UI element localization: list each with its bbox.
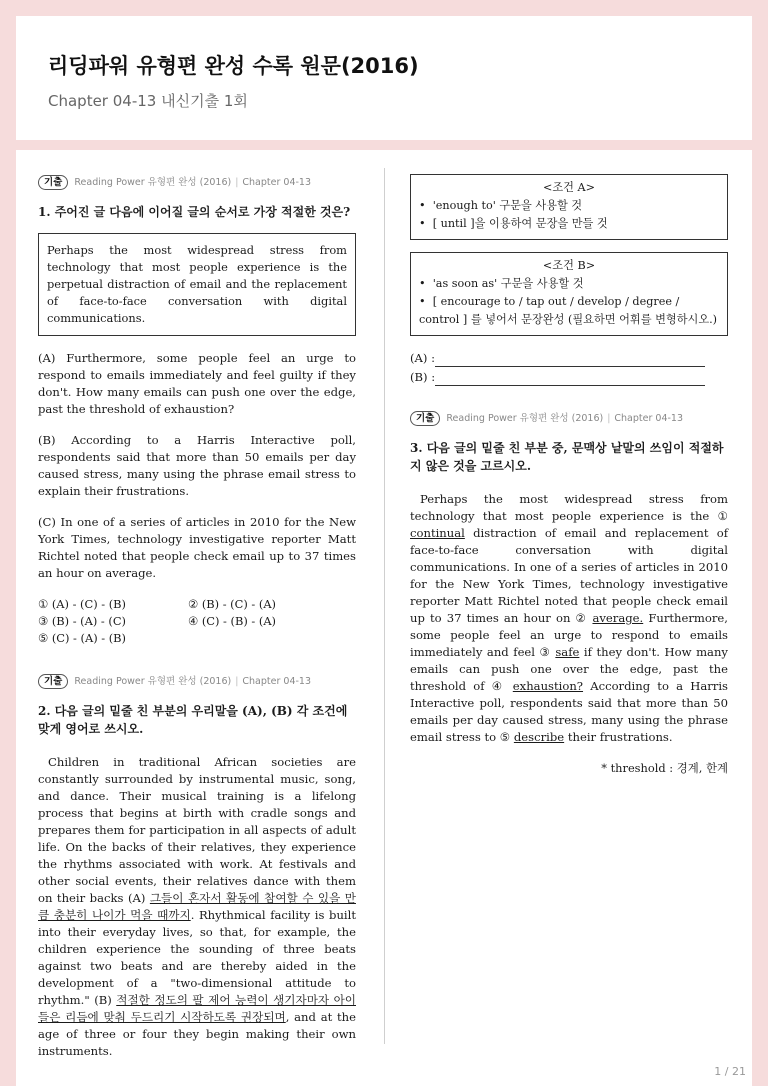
question-3-title: 3. 다음 글의 밑줄 친 부분 중, 문맥상 낱말의 쓰임이 적절하지 않은 것을 고르시오. — [410, 441, 724, 473]
underlined-word-3: safe — [555, 645, 580, 659]
condition-b-box — [410, 252, 728, 336]
passage-text: . Rhythmical facility is built into their everyday lives, so that, for example, the children experience the sounding of three beats against two beats and are thereby aided in the development of a "two-dimensional attitude to rhythm." (B) — [38, 908, 356, 1007]
question-1-options — [38, 596, 356, 647]
answer-blank-b[interactable]: (B) : — [410, 369, 728, 386]
tag-source: Reading Power 유형편 완성 (2016) — [446, 413, 604, 424]
condition-item: • 'as soon as' 구문을 사용할 것 — [419, 277, 584, 290]
tag-badge: 기출 — [38, 175, 68, 190]
page-number: 1 / 21 — [714, 1065, 746, 1078]
condition-item: • [ until ]을 이용하여 문장을 만들 것 — [419, 217, 608, 230]
paragraph-b: (B) According to a Harris Interactive poll, respondents said that more than 50 emails per day caused stress, many using the phrase email stress to explain their frustrations. — [38, 433, 356, 498]
source-tag-line: 기출 Reading Power 유형편 완성 (2016) | Chapter 04-13 — [38, 673, 356, 690]
question-1-title: 1. 주어진 글 다음에 이어질 글의 순서로 가장 적절한 것은? — [38, 205, 351, 219]
condition-a-title: <조건 A> — [543, 181, 595, 194]
paragraph-c: (C) In one of a series of articles in 2010 for the New York Times, technology investigative reporter Matt Richtel noted that people check email up to 37 times an hour on average. — [38, 515, 356, 580]
question-3-passage: Perhaps the most widespread stress from technology that most people experience is the ① continual distraction of email and replacement of face-to-face conversation with digital communications. In one of a series of articles in 2010 for the New York Times, technology investigative reporter Matt Richtel noted that people check email up to 37 times an hour on ② average. Furthermore, some people feel an urge to respond to emails immediately and feel ③ safe if they don't. How many emails can push one over the edge, past the threshold of ④ exhaustion? According to a Harris Interactive poll, respondents said that more than 50 emails per day caused stress, many using the phrase email stress to ⑤ describe their frustrations. — [410, 492, 728, 744]
condition-item: • [ encourage to / tap out / develop / degree / control ] 를 넣어서 문장완성 (필요하면 어휘를 변형하시오.) — [419, 295, 718, 326]
option-4[interactable]: ④ (C) - (B) - (A) — [188, 614, 276, 628]
source-tag-line: 기출 Reading Power 유형편 완성 (2016) | Chapter 04-13 — [410, 410, 728, 427]
underlined-word-2: average. — [592, 611, 644, 625]
passage-text: Children in traditional African societies are constantly surrounded by instrumental music, song, and dance. Their musical training is a lifelong process that begins at birth with cradle songs and prepares them for participation in all aspects of adult life. On the backs of their relatives, they experience the rhythms associated with work. At festivals and other social events, their relatives dance with them on their backs (A) — [38, 755, 356, 905]
source-tag-line: 기출 Reading Power 유형편 완성 (2016) | Chapter 04-13 — [38, 174, 356, 191]
condition-a-box — [410, 174, 728, 240]
option-5[interactable]: ⑤ (C) - (A) - (B) — [38, 631, 126, 645]
question-2-title: 2. 다음 글의 밑줄 친 부분의 우리말을 (A), (B) 각 조건에 맞게 영어로 쓰시오. — [38, 704, 348, 736]
condition-b-title: <조건 B> — [542, 259, 596, 272]
question-1-passage-box: Perhaps the most widespread stress from technology that most people experience is the perpetual distraction of email and the replacement of face-to-face conversation with digital communications. — [38, 233, 356, 336]
column-divider — [384, 168, 385, 1044]
footnote: * threshold : 경계, 한계 — [601, 761, 728, 775]
question-2-passage — [38, 754, 356, 1060]
answer-blank-a[interactable]: (A) : — [410, 350, 728, 367]
tag-chapter: Chapter 04-13 — [242, 676, 312, 687]
header-band — [0, 140, 768, 150]
option-1[interactable]: ① (A) - (C) - (B) — [38, 597, 126, 611]
option-3[interactable]: ③ (B) - (A) - (C) — [38, 614, 126, 628]
passage-text: , and at the age of three or four they begin making their own instruments. — [38, 1010, 356, 1058]
condition-item: • 'enough to' 구문을 사용할 것 — [419, 199, 583, 212]
option-2[interactable]: ② (B) - (C) - (A) — [188, 597, 276, 611]
tag-source: Reading Power 유형편 완성 (2016) — [74, 177, 232, 188]
tag-source: Reading Power 유형편 완성 (2016) — [74, 676, 232, 687]
right-column — [410, 168, 728, 777]
tag-chapter: Chapter 04-13 — [614, 413, 684, 424]
underlined-word-4: exhaustion? — [512, 679, 584, 693]
page-title: 리딩파워 유형편 완성 수록 원문(2016) — [48, 54, 419, 78]
paragraph-a: (A) Furthermore, some people feel an urge to respond to emails immediately and feel guilty if they don't. How many emails can push one over the edge, past the threshold of exhaustion? — [38, 351, 356, 416]
page-subtitle: Chapter 04-13 내신기출 1회 — [48, 92, 248, 110]
left-column — [38, 168, 356, 1060]
underlined-phrase-a: 그들이 혼자서 활동에 참여할 수 있을 만큼 충분히 나이가 먹을 때까지 — [38, 891, 356, 922]
tag-badge: 기출 — [38, 674, 68, 689]
underlined-word-1: continual — [410, 526, 465, 540]
underlined-phrase-b: 적절한 정도의 팔 제어 능력이 생기자마자 아이들은 리듬에 맞춰 두드리기 시작하도록 권장되며 — [38, 993, 356, 1024]
tag-badge: 기출 — [410, 411, 440, 426]
underlined-word-5: describe — [513, 730, 565, 744]
tag-chapter: Chapter 04-13 — [242, 177, 312, 188]
